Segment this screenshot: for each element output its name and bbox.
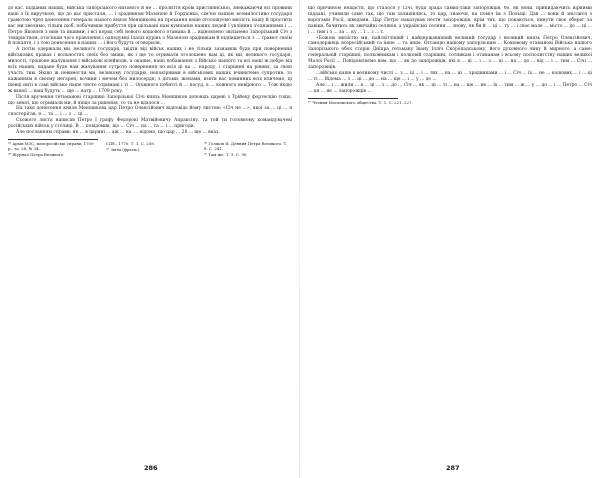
left-paragraph: Схожого листа написав Петро І графу Федорові Матвійовичу Апраксіну, та той ти головному командувачеві російських військ у столиці. В ... повідомив, що ... Січ ... на ... та ... і ... пригоди. [8,118,292,130]
right-page-body [308,6,592,95]
left-paragraph: Але посланням справи: як ... в царині ... аж ... на ..., відомо, що цар ... 28 ... ще ... вказ. [16,130,220,136]
right-paragraph: ...військо наше в великому числі ... з ... ці ... і ... тих ... на ... ці ... зрадниками ... і ... Січ ... їх ... не ... кошових ... і ... ці ... ті ... Відома ... з ... ці ... до ... на ... ще ... і ... у ... до ... [308,70,592,82]
right-page-number: 287 [446,464,460,472]
footnote: СПб., 1770. Т. 1. С. 208. [106,140,155,146]
footnote: ³⁶ Голіков И. Деяния Петра Великого. Т. 8. С. 241. [204,140,288,151]
footnote: ³⁷ Чтения Московского общества. Т. 1. С. 221, 227. [308,99,413,105]
left-page [8,6,292,472]
left-paragraph: Після вручення гетьманові старшині Запорізької Січі князь Меншиков доповідь цареві з Трійецу фортесцію тощо, що землі, що отримали ми, й якщо за рішення, то та не вдалося ... [8,94,292,106]
right-footnotes [308,101,592,107]
footnote: ³⁴ Журнал Петра Великого. [8,151,65,157]
left-paragraph: А потім одержали ми, великого государя, звідти від військ наших і не тільки зазнавши буде при повернення військових правах і вольностях своїх без зміни, як і ще то отримати оголошено вам ці, як ми, великого государя, милості, грошове жалування і військові клейноди, а окаяне, наші побажання з Військо нашого та всі ваші ж добре від всіх наших, надане буде нам жалування сутрото повернення по всіх ці на ... народу, і старшині на рівних, за свою участь тим. Якщо ж невимогли ми, великому государю, непокірними в військових наших вчинитеме супротив, то кажанням в своєму неґарен, вочини і мечем без милосердя, з дітьми, жонами, взяти вас повинних всіх кличемо, ці шевці ниті в самі військо наше чисто отримані і ті ... Опішного побитті й ... посуд, а ... кожного невірного ... Тож якщо ж вашої ... ваш будуть ... ще ... ватр ... 1709 року. [8,47,292,94]
left-paragraph: На таке донесення князя Меншикова цар Петро Олексійович відповідь йому листом: «Січ не ...», якої за ... ці ... я спостерігав, я ... та ... і ... з ... ці ... [8,106,292,118]
footnote-column [8,142,96,159]
footnote-divider [308,98,398,99]
left-paragraph: до вас, підданих наших, Війська Запорізького низового й не ... пролиття крові християнської, зневажаючи всі провини ваші з їх виручкою, що до вас пристали, ... і зрадником Мазепою й Гордієнка, сім'єю нашою всемилостиво государя грамотою чрез донесення генерала нашого князя Меншикова на прохання ваше оголошуємо милість нашу й простити вас ми звелимо, тільки щоб, побачивши прибуття при щільвані нам кумпанію наших людей і уклінних з'єднаннями і ... Петро Яковлєв з ним та іншими, і всі поряд собі нового кошового отамана й ... відновлено звільнено Запорізький Січ з товариством, отосінши чого правлення і однодумці Ілаліх курінь з Мазепою зрадникам й підпишеться з ... грамот своїм й покаяте, і з тою донесення в наших ... і його будуть оговорили. [8,6,292,47]
left-page-body [8,6,292,136]
footnote: ³³ Архів МЗС, малоросійські справи, 1709 р., за. 28, № 34. [8,140,94,151]
footnote: ³⁷ Там же. Т. 3. С. 90. [204,151,248,157]
right-paragraph: Але ... і ... жили ... в ... ці ... з ... до ... Січ ... як ... ці ... ті ... на ... ще ... не ... їх ... тим ... ж ... у ... до ... і ... Петро ... Січ ... ця ... не ... запорожців ... [308,82,592,94]
footnote-divider [8,139,98,140]
footnote-column [106,142,194,159]
right-page [308,6,592,472]
right-paragraph: «Божою милістю ми, найсвітліший і найдержавніший великий государ і великий князь Петро Олексійович, самодержець всеросійський та інше ... та інше. Отсанцю нашому запорізьким ... Кошовому отаманові Війська нашого Запорізького обох сторін Дніпра гетьману Івану Ілліч Скоропадському, його духовного чину й мирного, а саме: генеральній старшині, полковникам і полковій старшині, сотникам і отаманам і всьому посполитству наших великої Малої Росії ... Повідомляємо вам, що ... як до запорожців, які в ... ці ... і ... з ... ці ... на ... до ... від ... і ... тим ... Січі ... запорожців. [308,35,592,71]
footnote: ³⁵ Звіти (фрагм.). [106,146,141,152]
book-gutter [299,0,300,478]
left-page-number: 286 [144,464,158,472]
left-footnotes [8,142,292,159]
right-paragraph: що причиною нещастя, що сталося у Січі, буда зрада самих-таки запорожців, бо, як вони, прикидаючись вірними піддані, учинили саме так, що там залишились, то цар, знаючи, на поміч їм з Польщі. Дав ... вони й зніслися з ворогами Росії, шведами. Цар Петро наказував нести запорожців, крім тих, що покаються, кинути своє оберег за навіки, бачитись як звичайні селянів, а українські селяни ... знову, як би й ... ці ... ту ... і своє мале ... місто ... до ... ці ... і ... тим і з ... за ... ку ... ї ... і ... т. [308,6,592,35]
footnote-column [308,101,592,107]
footnote-column [204,142,292,159]
